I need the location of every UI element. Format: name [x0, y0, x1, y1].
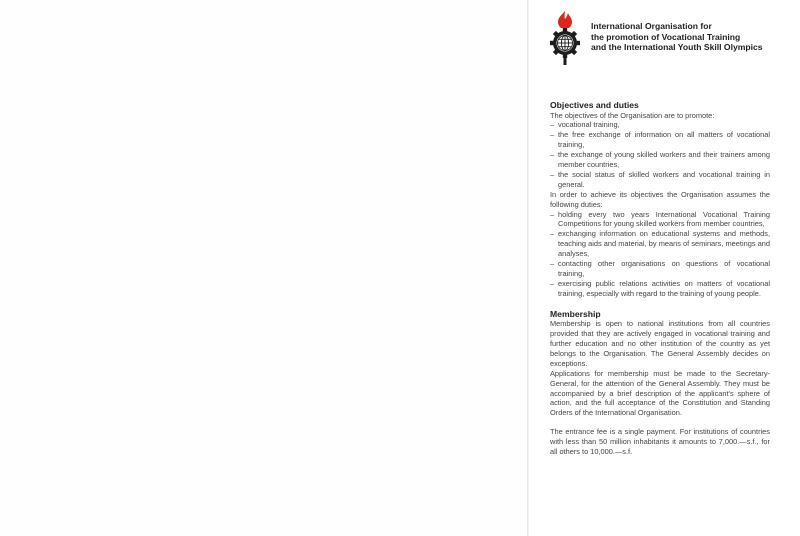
header	[548, 10, 788, 68]
entrance-fee-paragraph: The entrance fee is a single payment. For institutions of countries with less than 50 million inhabitants it amounts to 7,000.—s.f., for all others to 10,000.—s.f.	[550, 427, 770, 457]
duties-list	[550, 210, 770, 299]
objectives-intro: The objectives of the Organisation are to promote:	[550, 110, 715, 120]
list-item: – the exchange of young skilled workers and their trainers among member countries,	[550, 150, 770, 170]
title-line: International Organisation for	[591, 21, 712, 31]
membership-section	[550, 309, 770, 457]
paragraph-spacer	[550, 418, 770, 427]
membership-paragraph: Applications for membership must be made to the Secretary-General, for the attention of the General Assembly. They must be accompanied by a brief description of the applicant's sphere of action, and the full acceptance of the Constitution and Standing Orders of the International Organisation.	[550, 368, 770, 418]
list-item: – holding every two years International Vocational Training Competitions for young skilled workers from member countries,	[550, 210, 770, 230]
title-line: and the International Youth Skill Olympics	[591, 42, 763, 52]
membership-heading: Membership	[550, 308, 601, 319]
section-spacer	[550, 299, 770, 309]
list-item: – vocational training,	[550, 120, 770, 130]
objectives-heading: Objectives and duties	[550, 100, 639, 110]
duties-intro: In order to achieve its objectives the Organisation assumes the following duties:	[550, 189, 770, 209]
objectives-section	[550, 100, 770, 299]
document-body	[550, 100, 770, 457]
promote-list	[550, 120, 770, 189]
list-item: – exchanging information on educational systems and methods, teaching aids and material, by means of seminars, meetings and analyses,	[550, 229, 770, 259]
organisation-title	[591, 21, 791, 53]
list-item: – the social status of skilled workers and vocational training in general.	[550, 170, 770, 190]
title-line: the promotion of Vocational Training	[591, 31, 741, 42]
list-item: – contacting other organisations on questions of vocational training,	[550, 259, 770, 279]
flame-gear-logo-icon	[548, 10, 582, 66]
list-item: – exercising public relations activities on matters of vocational training, especially with regard to the training of young people.	[550, 279, 770, 299]
list-item: – the free exchange of information on all matters of vocational training,	[550, 130, 770, 150]
membership-paragraph: Membership is open to national institutions from all countries provided that they are actively engaged in vocational training and further education and no other institution of the country as yet belongs to the Organisation. The General Assembly decides on exceptions.	[550, 319, 770, 368]
